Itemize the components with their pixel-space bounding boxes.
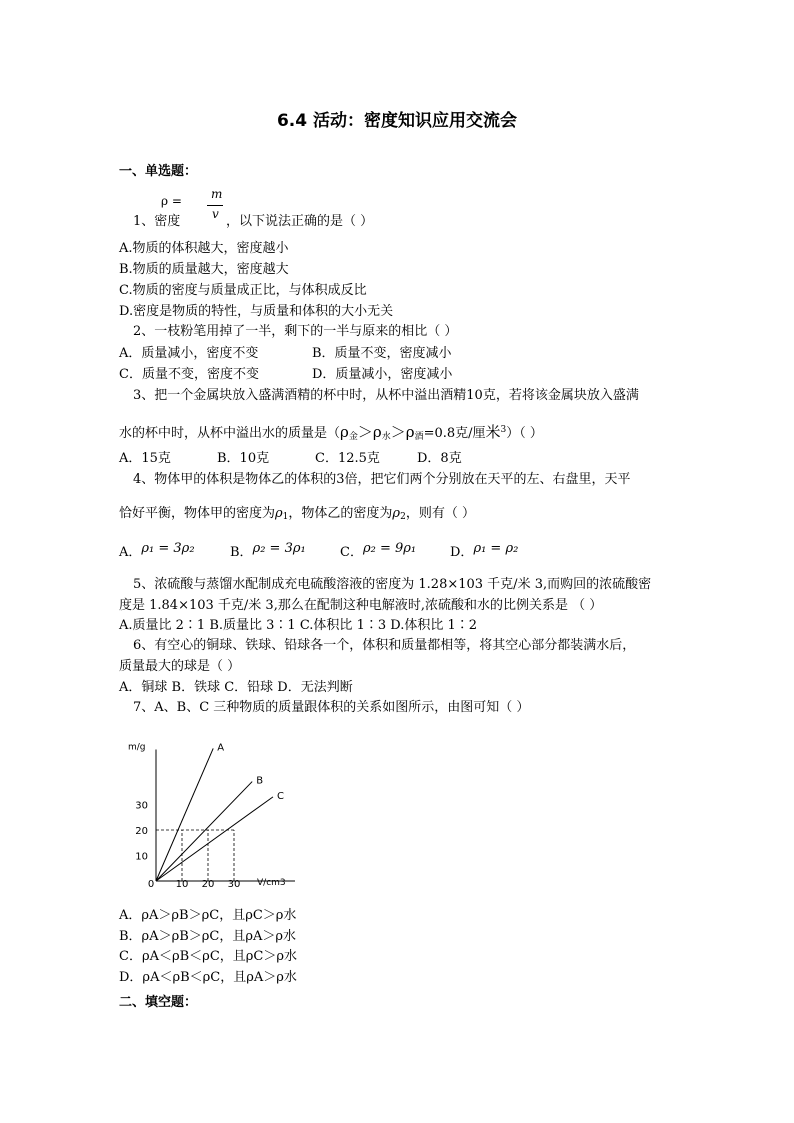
formula-rho: ρ = (161, 194, 182, 208)
page-title: 6.4 活动：密度知识应用交流会 (276, 111, 518, 131)
question-1-stem-suffix: ，以下说法正确的是（ ） (226, 214, 374, 229)
rho-symbol: ρ (340, 423, 349, 441)
question-2-stem: 2、一枝粉笔用掉了一半，剩下的一半与原来的相比（ ） (133, 324, 458, 339)
origin-label: 0 (147, 879, 155, 890)
question-7-option-d: D．ρA＜ρB＜ρC，且ρA＞ρ水 (119, 970, 297, 985)
question-3-stem-prefix: 水的杯中时，从杯中溢出水的质量是（ (119, 426, 341, 441)
y-tick-label: 20 (135, 826, 148, 837)
question-3-option-b: B．10克 (217, 451, 270, 466)
question-4-option-c-formula: ρ₂ = 9ρ₁ (362, 541, 417, 556)
formula-denominator: v (212, 207, 219, 221)
density-unit-exponent: 3 (500, 425, 507, 435)
question-3-option-d: D．8克 (417, 451, 462, 466)
question-3-option-a: A．15克 (119, 451, 171, 466)
rho-subscript-water: 水 (381, 432, 391, 442)
question-4-option-a-formula: ρ₁ = 3ρ₂ (141, 541, 195, 556)
question-4-options (119, 541, 195, 561)
series-label-b: B (256, 775, 264, 787)
question-1-option-b: B.物质的质量越大，密度越大 (119, 262, 289, 277)
series-line-a (156, 748, 213, 881)
question-3-stem-suffix: ）（ ） (506, 426, 543, 441)
question-6-stem-line2: 质量最大的球是（ ） (119, 659, 241, 674)
rho-2-subscript: 2 (400, 512, 406, 522)
question-4-option-d (450, 541, 519, 561)
rho-1-symbol: ρ (275, 506, 283, 521)
question-1-option-a: A.物质的体积越大，密度越小 (119, 241, 289, 256)
question-2-option-d: D．质量减小，密度减小 (312, 367, 453, 382)
rho-1-subscript: 1 (282, 512, 289, 522)
fraction-bar (207, 205, 223, 206)
question-7-option-b: B．ρA＞ρB＞ρC，且ρA＞ρ水 (119, 929, 297, 944)
question-4-option-d-formula: ρ₁ = ρ₂ (473, 541, 519, 556)
question-4-stem-line1: 4、物体甲的体积是物体乙的体积的3倍，把它们两个分别放在天平的左、右盘里，天平 (133, 472, 631, 487)
x-tick-label: 30 (227, 879, 241, 890)
question-4-option-d-label: D． (450, 545, 474, 560)
question-4-option-b (230, 541, 306, 561)
series-line-b (156, 782, 252, 881)
question-4-option-a-label: A． (119, 545, 142, 560)
rho-2-symbol: ρ (392, 506, 401, 521)
rho-symbol: ρ (405, 423, 415, 441)
question-5-stem-line2: 度是 1.84×103 千克/米 3,那么在配制这种电解液时,浓硫酸和水的比例关系是 （ ） (119, 598, 603, 613)
density-value: =0.8克/厘 (423, 426, 486, 441)
x-tick-label: 20 (201, 879, 215, 890)
question-4-stem-text-b: ，物体乙的密度为 (288, 506, 393, 521)
y-tick-label: 30 (135, 800, 148, 812)
y-axis-label: m/g (128, 742, 146, 753)
question-4-stem-line2 (119, 506, 475, 525)
question-6-options: A．铜球 B．铁球 C．铅球 D．无法判断 (119, 680, 353, 695)
question-4-stem-text-a: 恰好平衡，物体甲的密度为 (119, 506, 276, 521)
rho-symbol: ρ (372, 423, 382, 441)
series-line-c (156, 797, 273, 881)
question-1-option-d: D.密度是物质的特性，与质量和体积的大小无关 (119, 304, 394, 319)
rho-subscript-gold: 金 (348, 432, 358, 442)
x-tick-label: 10 (175, 879, 189, 890)
question-3-stem-line2 (119, 422, 543, 445)
greater-than: ＞ (390, 423, 406, 441)
question-2-option-b: B．质量不变，密度减小 (312, 346, 452, 361)
question-4-option-b-label: B． (230, 545, 253, 560)
question-7-stem: 7、A、B、C 三种物质的质量跟体积的关系如图所示，由图可知（ ） (133, 700, 530, 715)
greater-than: ＞ (357, 423, 373, 441)
section-heading-single-choice: 一、单选题： (119, 164, 198, 179)
y-tick-label: 10 (135, 851, 148, 863)
question-7-option-a: A．ρA＞ρB＞ρC，且ρC＞ρ水 (119, 908, 297, 923)
question-5-stem-line1: 5、浓硫酸与蒸馏水配制成充电硫酸溶液的密度为 1.28×103 千克/米 3,而购回的浓硫酸密 (133, 577, 652, 592)
density-unit: 米 (485, 423, 501, 441)
question-4-option-c-label: C． (340, 545, 363, 560)
question-4-option-c (340, 541, 417, 561)
question-2-option-a: A．质量减小，密度不变 (119, 346, 259, 361)
series-label-a: A (217, 742, 225, 754)
question-4-stem-text-c: ，则有（ ） (405, 506, 475, 521)
mass-volume-chart (120, 728, 320, 898)
rho-subscript-alcohol: 酒 (414, 432, 424, 442)
question-7-option-c: C．ρA＜ρB＜ρC，且ρC＞ρ水 (119, 949, 297, 964)
section-heading-fill-in: 二、填空题： (119, 995, 198, 1010)
question-5-options: A.质量比 2∶1 B.质量比 3∶1 C.体积比 1∶3 D.体积比 1∶2 (119, 618, 478, 633)
x-axis-label: V/cm3 (257, 878, 286, 888)
question-3-stem-line1: 3、把一个金属块放入盛满酒精的杯中时，从杯中溢出酒精10克，若将该金属块放入盛满 (133, 388, 639, 403)
question-1-stem-prefix: 1、密度 (133, 214, 181, 229)
question-3-option-c: C．12.5克 (315, 451, 380, 466)
question-4-option-b-formula: ρ₂ = 3ρ₁ (252, 541, 306, 556)
question-6-stem-line1: 6、有空心的铜球、铁球、铅球各一个，体积和质量都相等，将其空心部分都装满水后， (133, 638, 636, 653)
formula-numerator: m (211, 187, 223, 201)
series-label-c: C (277, 790, 284, 802)
question-2-option-c: C．质量不变，密度不变 (119, 367, 259, 382)
question-1-option-c: C.物质的密度与质量成正比，与体积成反比 (119, 283, 367, 298)
